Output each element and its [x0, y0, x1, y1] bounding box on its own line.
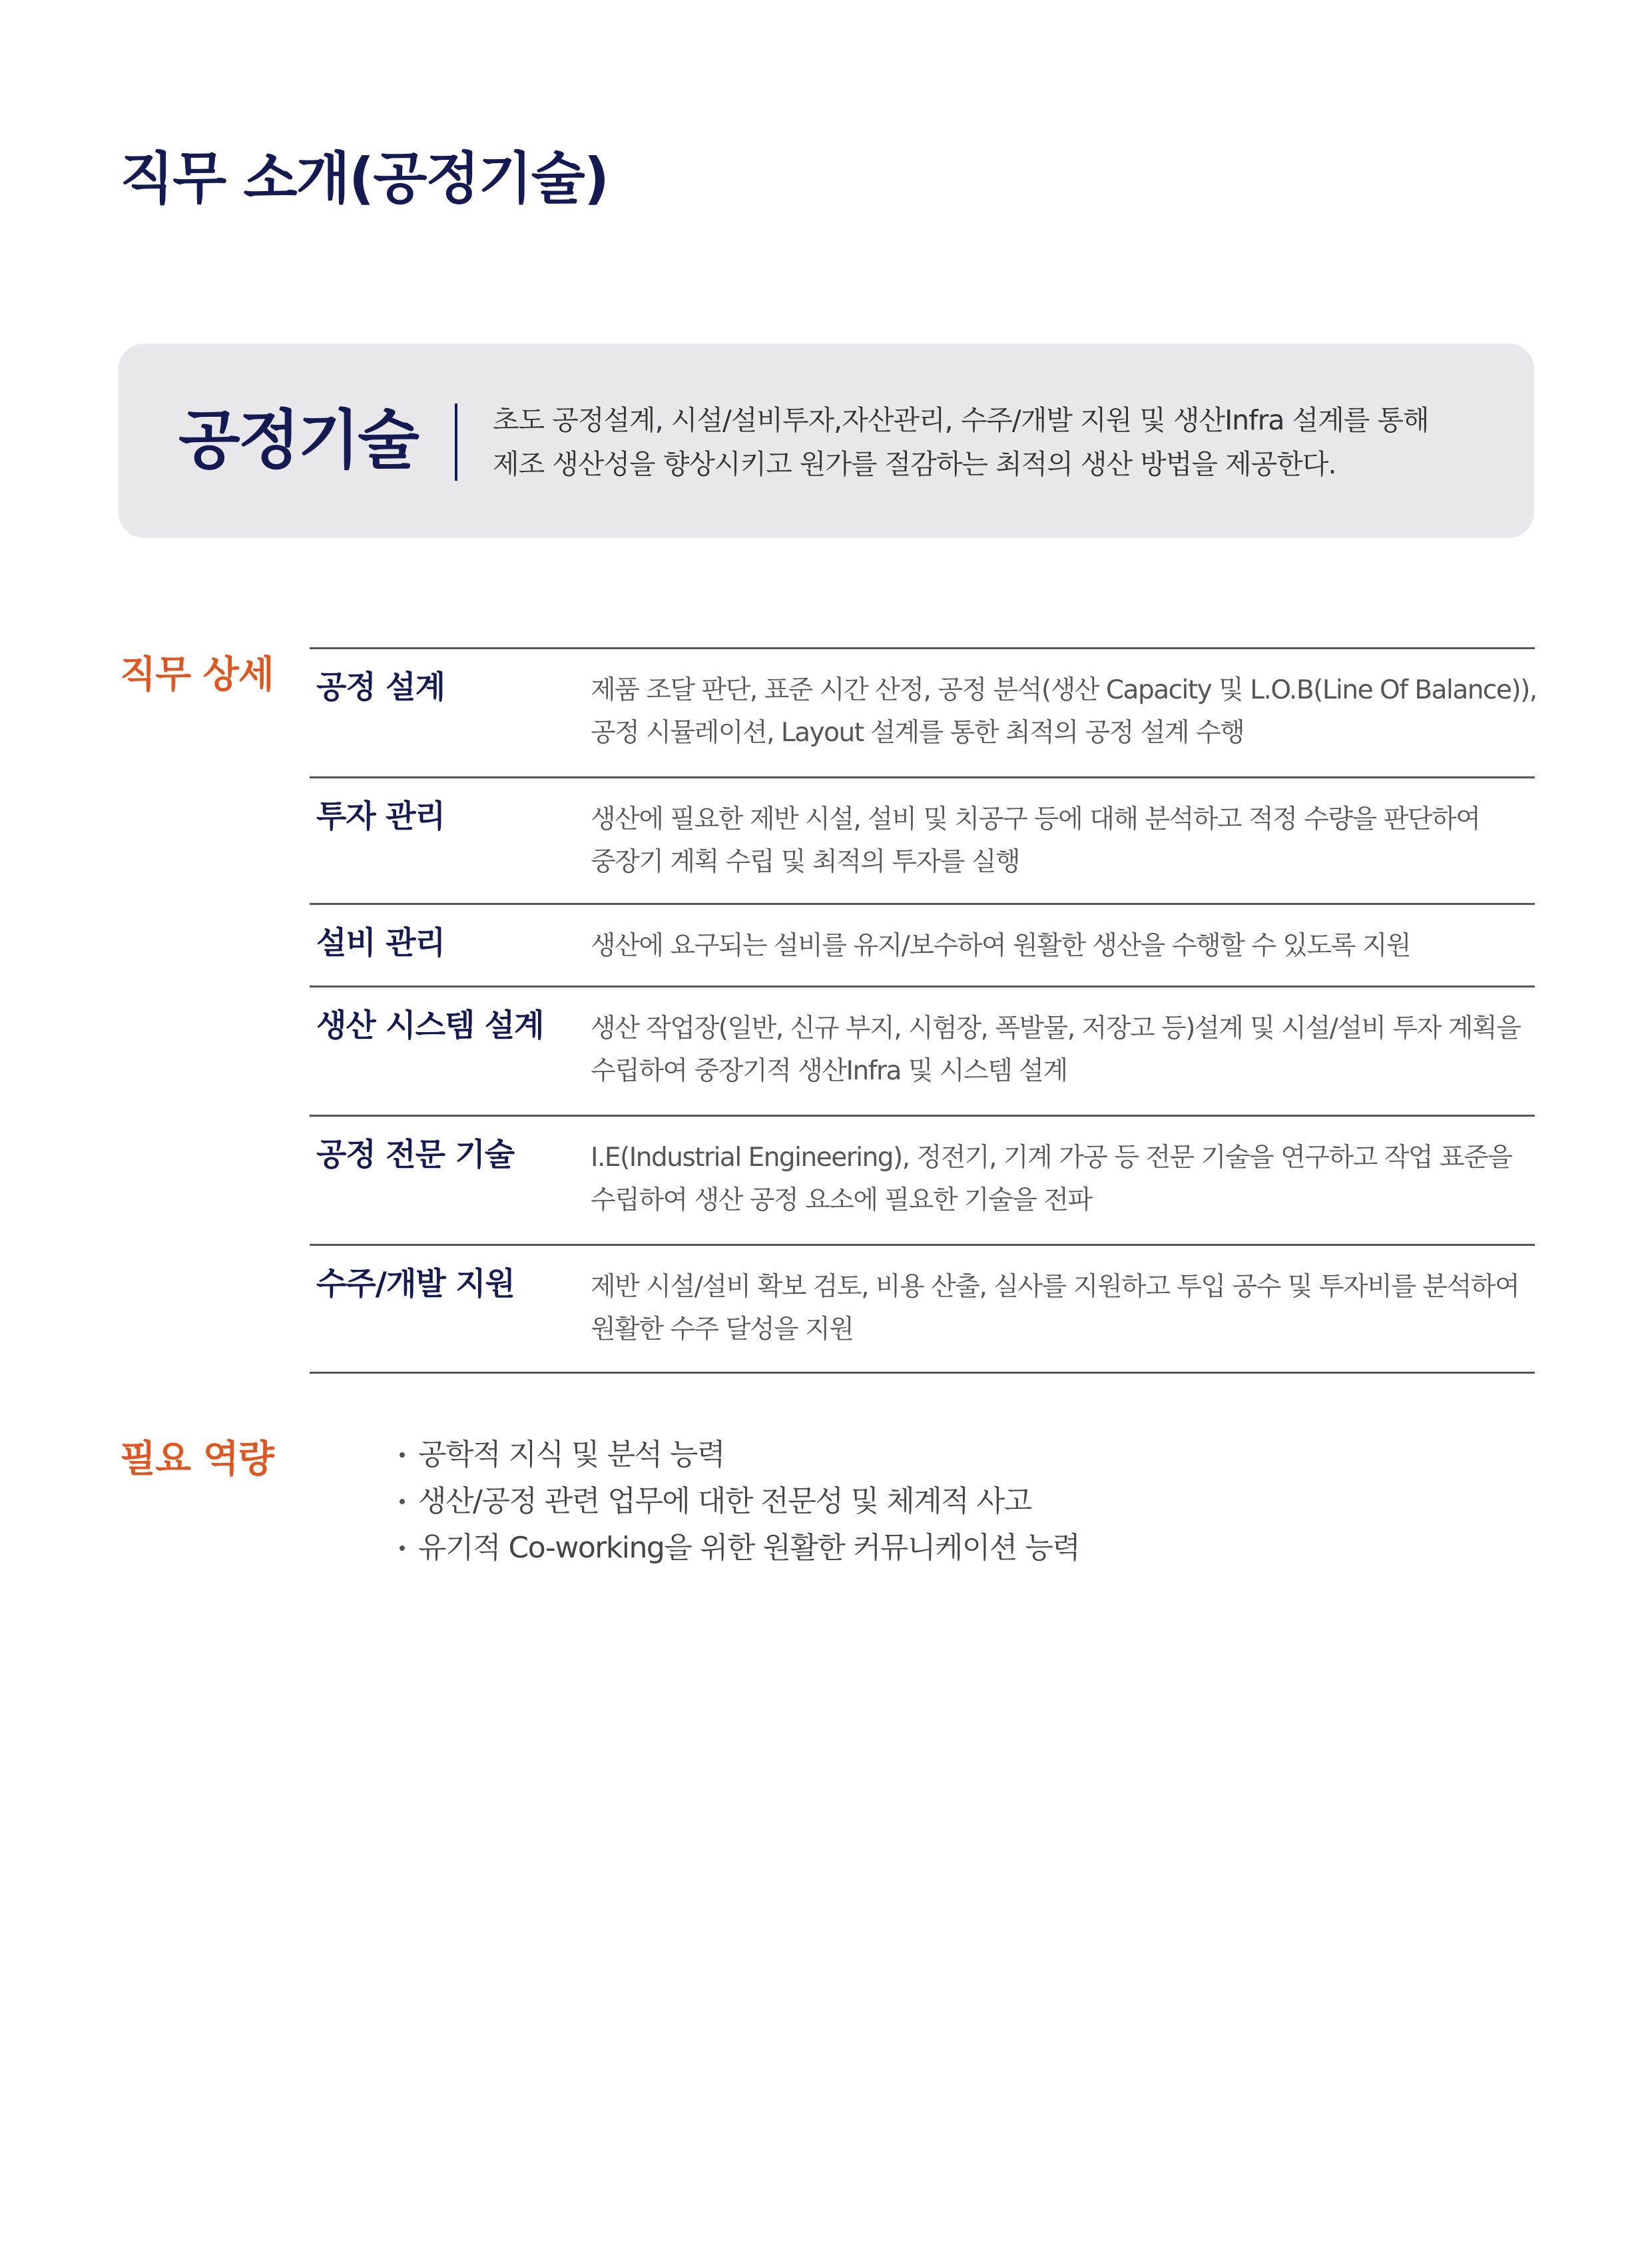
detail-description: [591, 669, 1537, 754]
bullet-icon: [400, 1545, 405, 1551]
detail-description: [591, 925, 1533, 968]
detail-line: 제품 조달 판단, 표준 시간 산정, 공정 분석(생산 Capacity 및 L.O.B(Line Of Balance)),: [591, 675, 1537, 705]
detail-line: 중장기 계획 수립 및 최적의 투자를 실행: [591, 847, 1020, 877]
summary-divider: [455, 404, 457, 481]
detail-name: 수주/개발 지원: [316, 1266, 515, 1302]
competency-text: 공학적 지식 및 분석 능력: [418, 1438, 724, 1472]
competency-text: 생산/공정 관련 업무에 대한 전문성 및 체계적 사고: [418, 1484, 1031, 1518]
required-competencies-list: [400, 1432, 1079, 1571]
detail-row: [310, 649, 1535, 778]
job-summary-text: [493, 398, 1505, 486]
job-summary-box: [119, 344, 1534, 538]
bullet-icon: [400, 1452, 405, 1458]
detail-line: 공정 시뮬레이션, Layout 설계를 통한 최적의 공정 설계 수행: [591, 718, 1244, 748]
list-item: [400, 1478, 1079, 1525]
detail-name: 공정 설계: [316, 669, 445, 706]
detail-description: [591, 1007, 1533, 1093]
bullet-icon: [400, 1499, 405, 1504]
detail-line: I.E(Industrial Engineering), 정전기, 기계 가공 등 전문 기술을 연구하고 작업 표준을: [591, 1143, 1512, 1173]
detail-line: 제반 시설/설비 확보 검토, 비용 산출, 실사를 지원하고 투입 공수 및 투자비를 분석하여: [591, 1272, 1519, 1302]
detail-name: 설비 관리: [316, 925, 445, 962]
detail-name: 투자 관리: [316, 798, 445, 835]
detail-line: 생산에 요구되는 설비를 유지/보수하여 원활한 생산을 수행할 수 있도록 지원: [591, 931, 1411, 961]
job-details-label: 직무 상세: [120, 653, 274, 697]
required-competencies-label: 필요 역량: [120, 1438, 274, 1481]
detail-row: [310, 778, 1535, 905]
detail-line: 수립하여 중장기적 생산Infra 및 시스템 설계: [591, 1056, 1067, 1086]
detail-row: [310, 1246, 1535, 1374]
detail-row: [310, 987, 1535, 1117]
summary-line: 제조 생산성을 향상시키고 원가를 절감하는 최적의 생산 방법을 제공한다.: [493, 448, 1336, 480]
job-summary-title: 공정기술: [178, 403, 417, 477]
detail-name: 공정 전문 기술: [316, 1137, 515, 1173]
detail-line: 원활한 수주 달성을 지원: [591, 1314, 854, 1344]
detail-description: [591, 1137, 1533, 1222]
detail-row: [310, 1117, 1535, 1246]
detail-line: 생산 작업장(일반, 신규 부지, 시험장, 폭발물, 저장고 등)설계 및 시설/설비 투자 계획을: [591, 1013, 1521, 1043]
detail-name: 생산 시스템 설계: [316, 1007, 544, 1044]
detail-line: 수립하여 생산 공정 요소에 필요한 기술을 전파: [591, 1185, 1092, 1215]
detail-row: [310, 905, 1535, 987]
list-item: [400, 1432, 1079, 1478]
detail-description: [591, 1266, 1533, 1351]
competency-text: 유기적 Co-working을 위한 원활한 커뮤니케이션 능력: [418, 1531, 1080, 1565]
page-title: 직무 소개(공정기술): [120, 146, 609, 211]
detail-line: 생산에 필요한 제반 시설, 설비 및 치공구 등에 대해 분석하고 적정 수량을 판단하여: [591, 804, 1480, 834]
job-details-table: [310, 647, 1535, 1374]
list-item: [400, 1525, 1079, 1571]
summary-line: 초도 공정설계, 시설/설비투자,자산관리, 수주/개발 지원 및 생산Infra 설계를 통해: [493, 404, 1429, 436]
detail-description: [591, 798, 1533, 884]
